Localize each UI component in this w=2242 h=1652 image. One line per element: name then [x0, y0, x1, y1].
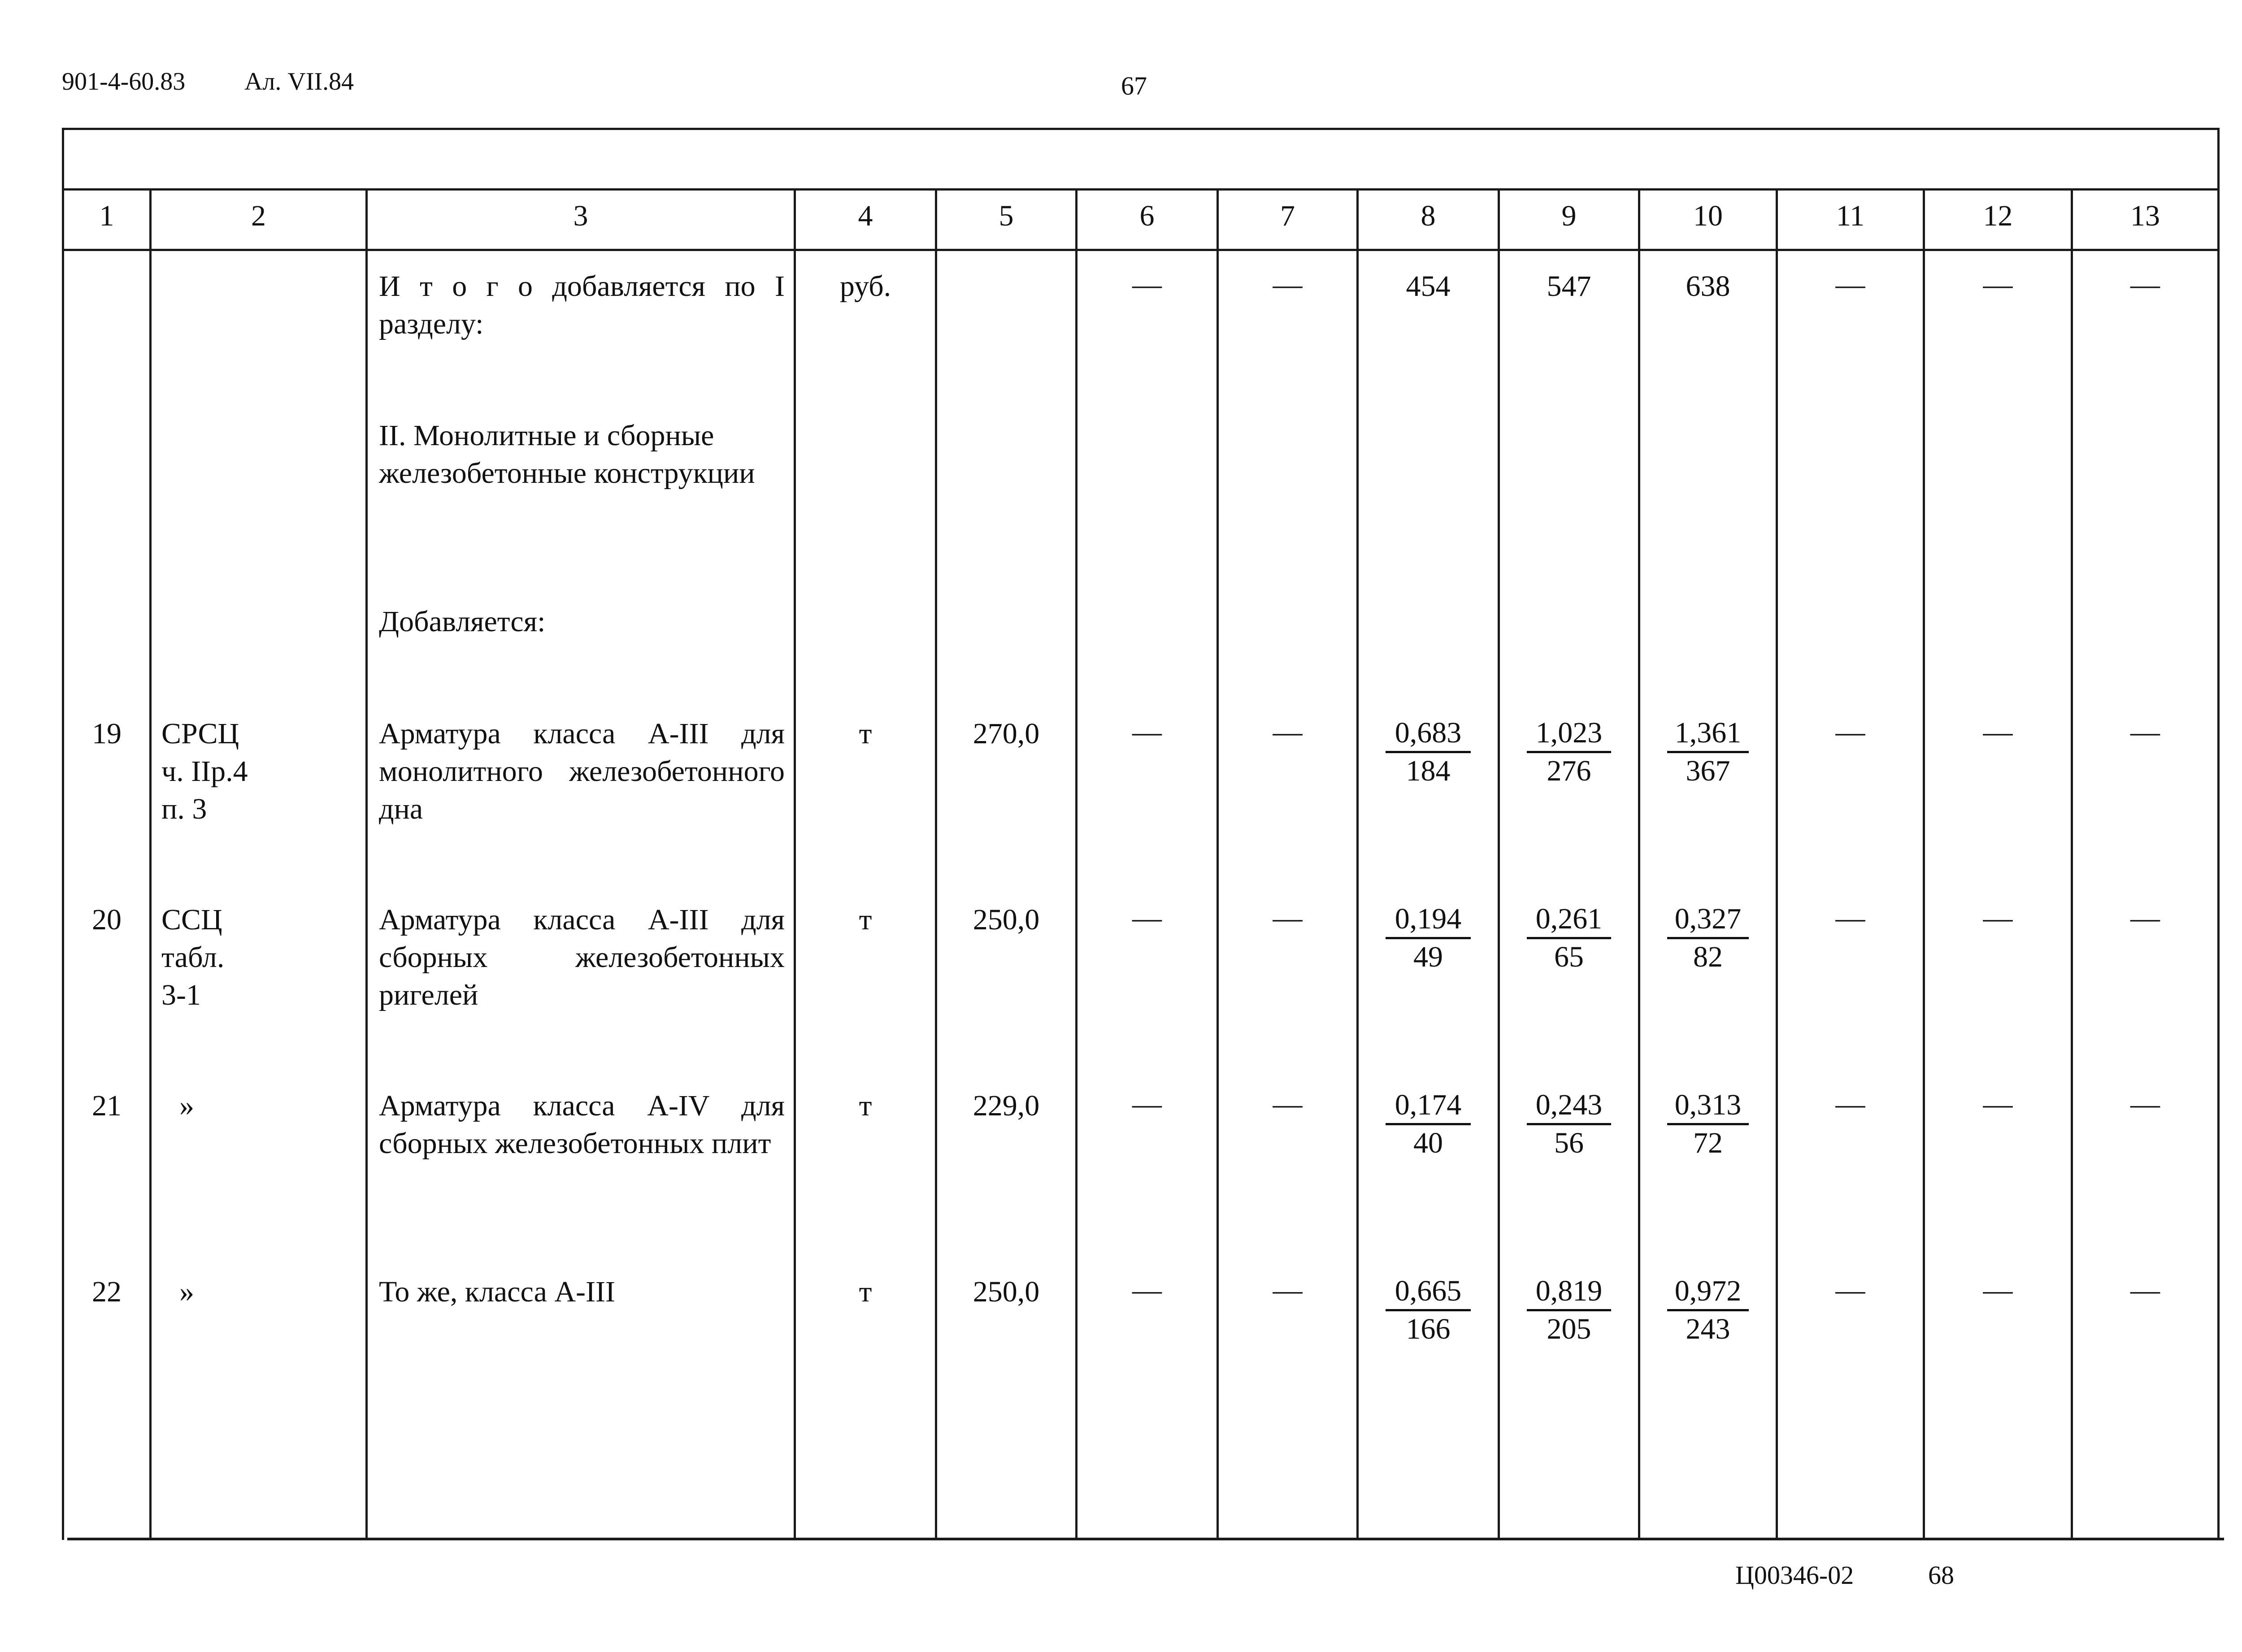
dash: —: [1132, 902, 1162, 934]
cost: 184: [1406, 754, 1451, 787]
item-description: Арматура класса А-III для сборных железобетонных ригелей: [379, 903, 785, 1011]
document-code: 901-4-60.83: [62, 68, 186, 95]
dash: —: [2130, 268, 2160, 301]
dash: —: [1983, 268, 2013, 301]
cost: 49: [1413, 941, 1443, 973]
unit-price: 229,0: [973, 1089, 1040, 1122]
cost: 166: [1406, 1313, 1451, 1345]
unit: т: [859, 903, 872, 936]
column-header: 5: [999, 199, 1014, 232]
column-header: 6: [1139, 199, 1155, 232]
quantity-cost: [1359, 901, 1498, 975]
dash: —: [1132, 1088, 1162, 1120]
column-header: 10: [1693, 199, 1723, 232]
dash: —: [1983, 715, 2013, 748]
dash: —: [1835, 902, 1865, 934]
quantity: 1,361: [1667, 715, 1749, 753]
row-number: 21: [92, 1089, 122, 1122]
quantity-cost: [1640, 901, 1776, 975]
unit-price: 270,0: [973, 717, 1040, 750]
dash: —: [1132, 715, 1162, 748]
source-line: СРСЦ: [161, 717, 239, 750]
summary-text: И т о г о добавляется по I разделу:: [379, 270, 785, 340]
source-line: п. 3: [161, 793, 207, 825]
album-number: Ал. VII.84: [244, 68, 354, 95]
dash: —: [1273, 1088, 1303, 1120]
unit-price: 250,0: [973, 903, 1040, 936]
column-header: 3: [573, 199, 588, 232]
column-header: 1: [99, 199, 114, 232]
footer-code: Ц00346-02: [1735, 1561, 1854, 1590]
source-reference: [179, 1273, 363, 1311]
dash: —: [1835, 1088, 1865, 1120]
dash: —: [1273, 902, 1303, 934]
cost: 56: [1554, 1127, 1584, 1159]
cost: 243: [1686, 1313, 1730, 1345]
quantity-cost: [1640, 715, 1776, 789]
cost: 65: [1554, 941, 1584, 973]
item-description: То же, класса А-III: [379, 1275, 615, 1308]
quantity: 0,261: [1527, 901, 1611, 939]
dash: —: [1835, 268, 1865, 301]
dash: —: [1273, 268, 1303, 301]
dash: —: [1983, 1088, 2013, 1120]
unit: т: [859, 1275, 872, 1308]
source-line: ч. IIр.4: [161, 755, 248, 788]
dash: —: [1132, 268, 1162, 301]
dash: —: [1273, 1274, 1303, 1306]
column-header: 4: [858, 199, 873, 232]
quantity: 0,683: [1386, 715, 1471, 753]
column-header: 8: [1421, 199, 1436, 232]
source-line: 3-1: [161, 979, 201, 1011]
cost: 276: [1547, 754, 1591, 787]
footer-sheet-number: 68: [1928, 1561, 1954, 1590]
unit: т: [859, 717, 872, 750]
source-line: табл.: [161, 941, 225, 974]
item-description: Арматура класса А-III для монолитного железобетонного дна: [379, 717, 785, 825]
summary-unit: руб.: [839, 270, 891, 303]
dash: —: [2130, 715, 2160, 748]
column-header: 12: [1983, 199, 2013, 232]
quantity: 1,023: [1527, 715, 1611, 753]
quantity: 0,313: [1667, 1087, 1749, 1125]
dash: —: [1132, 1274, 1162, 1306]
dash: —: [1983, 1274, 2013, 1306]
dash: —: [2130, 902, 2160, 934]
cost: 367: [1686, 754, 1730, 787]
dash: —: [1835, 715, 1865, 748]
section-subtitle: Добавляется:: [379, 605, 546, 638]
cost: 72: [1693, 1127, 1723, 1159]
source-reference: [161, 901, 363, 1014]
quantity-cost: [1359, 715, 1498, 789]
quantity-cost: [1640, 1273, 1776, 1347]
column-header: 7: [1280, 199, 1295, 232]
source-line: ССЦ: [161, 903, 222, 936]
quantity-cost: [1500, 1273, 1638, 1347]
ditto-mark: »: [179, 1275, 194, 1308]
column-header: 13: [2130, 199, 2160, 232]
quantity-cost: [1500, 901, 1638, 975]
row-number: 22: [92, 1275, 122, 1308]
dash: —: [1273, 715, 1303, 748]
quantity-cost: [1359, 1273, 1498, 1347]
quantity-cost: [1500, 1087, 1638, 1161]
quantity-cost: [1359, 1087, 1498, 1161]
unit-price: 250,0: [973, 1275, 1040, 1308]
cost: 205: [1547, 1313, 1591, 1345]
quantity-cost: [1500, 715, 1638, 789]
quantity-cost: [1640, 1087, 1776, 1161]
quantity: 0,194: [1386, 901, 1471, 939]
quantity: 0,665: [1386, 1273, 1471, 1311]
dash: —: [1835, 1274, 1865, 1306]
dash: —: [2130, 1088, 2160, 1120]
column-header: 11: [1836, 199, 1865, 232]
quantity: 0,327: [1667, 901, 1749, 939]
row-number: 19: [92, 717, 122, 750]
column-header: 2: [251, 199, 266, 232]
item-description: Арматура класса А-IV для сборных железобетонных плит: [379, 1089, 785, 1160]
row-number: 20: [92, 903, 122, 936]
dash: —: [1983, 902, 2013, 934]
quantity: 0,972: [1667, 1273, 1749, 1311]
summary-value: 454: [1406, 270, 1451, 303]
dash: —: [2130, 1274, 2160, 1306]
cost: 82: [1693, 941, 1723, 973]
section-title: II. Монолитные и сборные железобетонные конструкции: [379, 419, 755, 490]
cost: 40: [1413, 1127, 1443, 1159]
ditto-mark: »: [179, 1089, 194, 1122]
quantity: 0,243: [1527, 1087, 1611, 1125]
summary-value: 547: [1547, 270, 1591, 303]
source-reference: [179, 1087, 363, 1125]
column-header: 9: [1561, 199, 1577, 232]
page-number: 67: [1121, 71, 1147, 100]
quantity: 0,819: [1527, 1273, 1611, 1311]
unit: т: [859, 1089, 872, 1122]
source-reference: [161, 715, 363, 828]
summary-value: 638: [1686, 270, 1730, 303]
quantity: 0,174: [1386, 1087, 1471, 1125]
